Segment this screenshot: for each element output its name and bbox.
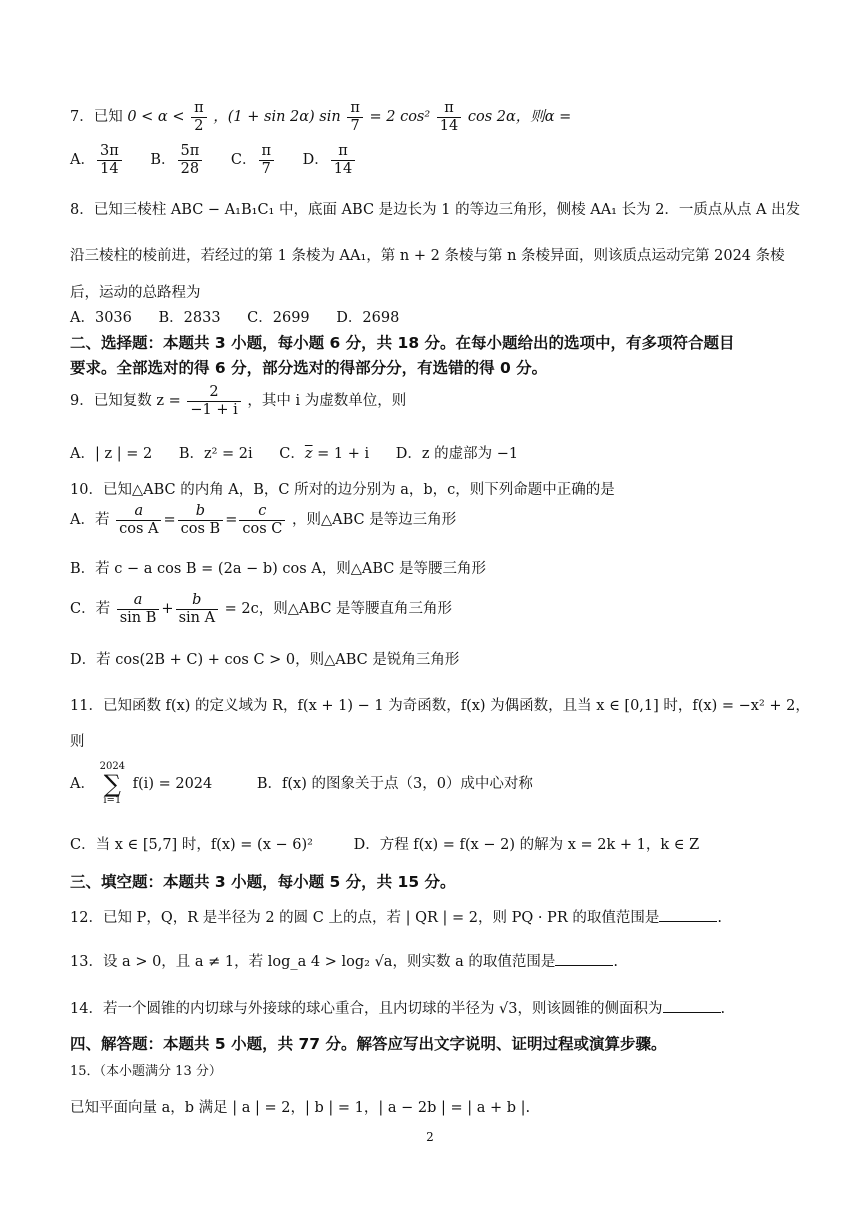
- q14-text: 14．若一个圆锥的内切球与外接球的球心重合，且内切球的半径为 √3，则该圆锥的侧面积为: [70, 1001, 663, 1017]
- q8-line-1: 8．已知三棱柱 ABC − A₁B₁C₁ 中，底面 ABC 是边长为 1 的等边三角形，侧棱 AA₁ 长为 2．一质点从点 A 出发: [70, 202, 801, 218]
- option-num: 5π: [178, 143, 203, 161]
- answer-blank: [659, 909, 717, 922]
- q7-frac-pi-14: [437, 100, 461, 134]
- q7-option-b: [150, 143, 204, 177]
- option-den: 7: [261, 160, 271, 177]
- q12-text: 12．已知 P，Q，R 是半径为 2 的圆 C 上的点，若 | QR | = 2，则 PQ · PR 的取值范围是: [70, 910, 660, 926]
- q7-eq-mid: = 2 cos²: [369, 109, 431, 126]
- q13-text: 13．设 a > 0，且 a ≠ 1，若 log_a 4 > log₂ √a，则实数 a 的取值范围是: [70, 954, 556, 970]
- q7-pre: 已知: [93, 109, 123, 126]
- frac-den: cos C: [242, 520, 283, 537]
- q7-frac-pi-7: [347, 100, 363, 134]
- q11-option-c-d: [70, 833, 721, 854]
- option-rest: = 1 + i: [312, 446, 370, 462]
- q10-option-a: A．若 $\frac{a}{\text{cos A}}$ = $\frac{b}{\text{cos B}}$ = $\frac{c}{\text{cos C}}$ ，则△ABC 是等边三角形: [70, 503, 457, 537]
- sum-upper: 2024: [99, 761, 126, 772]
- frac-num: b: [178, 503, 224, 521]
- q14: [70, 997, 725, 1018]
- option-label: A．: [70, 776, 95, 792]
- q7-frac-num: π: [191, 100, 207, 118]
- q7-eq-right: cos 2α，则α =: [467, 109, 572, 126]
- option-label: D．: [302, 152, 329, 169]
- option-den: 14: [100, 160, 119, 177]
- q15-title: 15．（本小题满分 13 分）: [70, 1064, 222, 1079]
- q7-eq-left: ，(1 + sin 2α) sin: [213, 109, 341, 126]
- q7-frac-pi-2: [191, 100, 207, 134]
- frac: [239, 503, 285, 537]
- q10-option-b: B．若 c − a cos B = (2a − b) cos A，则△ABC 是等腰三角形: [70, 561, 486, 577]
- option-num: 3π: [97, 143, 122, 161]
- q7-frac-num: π: [437, 100, 461, 118]
- q9-option-b: B．z² = 2i: [178, 446, 253, 462]
- q13-end: .: [613, 954, 618, 970]
- q9-frac-num: 2: [187, 384, 240, 402]
- frac-den: sin A: [178, 609, 216, 626]
- option-rest: f(i) = 2024: [132, 776, 213, 792]
- q14-end: .: [720, 1001, 726, 1017]
- q7-condition: 0 < α <: [127, 109, 185, 126]
- q7-frac-den: 14: [439, 117, 459, 134]
- option-den: 28: [180, 160, 200, 177]
- section-2-heading-line-1: 二、选择题：本题共 3 小题，每小题 6 分，共 18 分。在每小题给出的选项中，有多项符合题目: [70, 334, 735, 352]
- q8-option-a: A．3036: [70, 310, 132, 326]
- option-label: C．: [279, 446, 305, 462]
- option-label: A．: [70, 152, 95, 169]
- q10-option-c: C．若 $\frac{a}{\text{sin B}}$ + $\frac{b}{\text{sin A}}$ = 2c，则△ABC 是等腰直角三角形: [70, 592, 453, 626]
- q7-option-d: [303, 143, 358, 177]
- frac-num: a: [116, 503, 161, 521]
- q9-pre: 9．已知复数 z =: [70, 393, 181, 410]
- frac-num: c: [239, 503, 285, 521]
- q8-option-b: B．2833: [158, 310, 221, 326]
- q7-option-a: [70, 143, 124, 177]
- frac: [116, 503, 161, 537]
- frac: [178, 503, 224, 537]
- frac-den: cos B: [180, 520, 221, 537]
- frac-den: sin B: [119, 609, 157, 626]
- frac-num: b: [176, 592, 219, 610]
- q9-frac: [187, 384, 240, 418]
- q9-options: [70, 442, 540, 463]
- frac-den: cos A: [119, 520, 159, 537]
- q11-option-a-b: [70, 762, 555, 806]
- q9-post: ，其中 i 为虚数单位，则: [247, 393, 407, 410]
- q8-line-2: 沿三棱柱的棱前进，若经过的第 1 条棱为 AA₁，第 n + 2 条棱与第 n 条棱异面，则该质点运动完第 2024 条棱: [70, 248, 785, 264]
- frac: [117, 592, 160, 626]
- section-4-heading: 四、解答题：本题共 5 小题，共 77 分。解答应写出文字说明、证明过程或演算步骤。: [70, 1035, 667, 1053]
- q7-frac-den: 2: [194, 117, 204, 134]
- q8-option-c: C．2699: [247, 310, 310, 326]
- option-label: A．若: [70, 512, 110, 529]
- q7-options: [70, 143, 379, 177]
- q9-option-c: [279, 442, 369, 463]
- q12: [70, 906, 722, 927]
- q13: [70, 950, 618, 971]
- q11-option-b: B．f(x) 的图象关于点（3，0）成中心对称: [256, 776, 533, 792]
- q11-line-2: 则: [70, 734, 85, 750]
- q10-option-d: D．若 cos(2B + C) + cos C > 0，则△ABC 是锐角三角形: [70, 652, 460, 668]
- q9-stem: [70, 384, 406, 418]
- frac-num: a: [117, 592, 160, 610]
- option-num: π: [259, 143, 275, 161]
- q10-stem: 10．已知△ABC 的内角 A，B，C 所对的边分别为 a，b，c，则下列命题中正确的是: [70, 482, 615, 498]
- q8-line-3: 后，运动的总路程为: [70, 285, 201, 301]
- q7-frac-den: 7: [350, 117, 360, 134]
- section-2-heading-line-2: 要求。全部选对的得 6 分，部分选对的得部分分，有选错的得 0 分。: [70, 359, 548, 377]
- summation-sign: [100, 762, 125, 806]
- answer-blank: [663, 1000, 721, 1013]
- sum-lower: i=1: [103, 795, 122, 806]
- option-label: B．: [150, 152, 176, 169]
- q15-line: 已知平面向量 a，b 满足 | a | = 2，| b | = 1，| a − 2b | = | a + b |.: [70, 1100, 531, 1116]
- option-rest: = 2c，则△ABC 是等腰直角三角形: [224, 601, 453, 618]
- section-3-heading: 三、填空题：本题共 3 小题，每小题 5 分，共 15 分。: [70, 873, 456, 891]
- q9-frac-den: −1 + i: [190, 401, 238, 418]
- q8-options: [70, 306, 421, 327]
- q11-line-1: 11．已知函数 f(x) 的定义域为 R，f(x + 1) − 1 为奇函数，f(x) 为偶函数，且当 x ∈ [0,1] 时，f(x) = −x² + 2，: [70, 698, 810, 714]
- q9-option-a: A．| z | = 2: [70, 446, 153, 462]
- q11-option-d: D．方程 f(x) = f(x − 2) 的解为 x = 2k + 1，k ∈ Z: [353, 837, 700, 853]
- conjugate-z: $\overline{z}$: [304, 446, 313, 462]
- option-label: C．若: [70, 601, 111, 618]
- q7-stem: [70, 100, 571, 134]
- q7-number: 7．: [70, 109, 94, 126]
- answer-blank: [555, 953, 613, 966]
- q11-option-a: [70, 762, 212, 806]
- page-number: 2: [426, 1130, 434, 1144]
- sigma: ∑: [103, 770, 121, 798]
- option-rest: ，则△ABC 是等边三角形: [291, 512, 457, 529]
- q11-option-c: C．当 x ∈ [5,7] 时，f(x) = (x − 6)²: [70, 837, 313, 853]
- q8-option-d: D．2698: [336, 310, 400, 326]
- frac: [176, 592, 219, 626]
- q7-frac-num: π: [347, 100, 363, 118]
- q9-option-d: D．z 的虚部为 −1: [395, 446, 519, 462]
- option-label: C．: [230, 152, 257, 169]
- q12-end: .: [717, 910, 722, 926]
- q7-option-c: [231, 143, 276, 177]
- option-num: π: [331, 143, 355, 161]
- option-den: 14: [333, 160, 353, 177]
